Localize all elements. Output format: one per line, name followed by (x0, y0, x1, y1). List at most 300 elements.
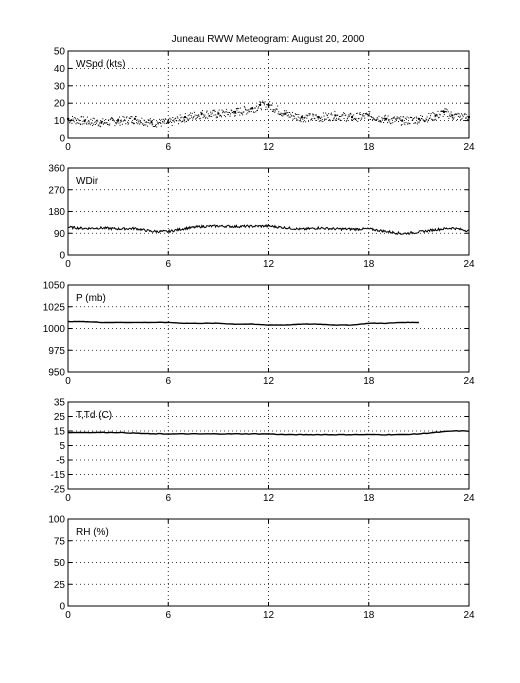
data-speck (334, 111, 335, 112)
data-speck (236, 108, 237, 109)
data-speck (396, 118, 397, 119)
data-speck (288, 115, 289, 116)
data-speck (451, 114, 452, 115)
data-speck (97, 120, 98, 121)
data-speck (203, 114, 204, 115)
data-speck (349, 114, 350, 115)
data-speck (226, 111, 227, 112)
data-speck (435, 119, 436, 120)
x-tick-label: 24 (463, 610, 475, 621)
data-speck (378, 121, 379, 122)
data-speck (116, 122, 117, 123)
data-speck (339, 116, 340, 117)
x-tick-label: 6 (165, 259, 172, 270)
data-speck (103, 124, 104, 125)
data-speck (465, 118, 466, 119)
series-line (68, 321, 419, 325)
panel-4 (51, 398, 475, 505)
data-speck (420, 119, 421, 120)
data-speck (416, 118, 417, 119)
data-speck (399, 117, 400, 118)
data-speck (184, 119, 185, 120)
data-point (443, 111, 445, 113)
data-speck (179, 120, 180, 121)
x-tick-label: 18 (363, 376, 375, 387)
data-speck (87, 117, 88, 118)
data-speck (229, 112, 230, 113)
data-speck (368, 115, 369, 116)
data-speck (283, 114, 284, 115)
data-speck (418, 118, 419, 119)
data-speck (194, 112, 195, 113)
data-speck (97, 121, 98, 122)
data-speck (286, 112, 287, 113)
data-speck (218, 113, 219, 114)
x-tick-label: 12 (262, 493, 275, 504)
data-speck (363, 113, 364, 114)
data-speck (328, 117, 329, 118)
y-tick-label: 10 (53, 116, 65, 128)
panel-label: P (mb) (76, 293, 106, 304)
data-speck (299, 120, 300, 121)
data-speck (75, 123, 76, 124)
data-speck (328, 113, 329, 114)
data-speck (450, 116, 451, 117)
data-speck (171, 122, 172, 123)
x-tick-label: 0 (65, 259, 71, 270)
data-speck (338, 118, 339, 119)
data-speck (152, 124, 153, 125)
x-tick-label: 18 (363, 493, 375, 504)
data-speck (274, 112, 275, 113)
data-speck (411, 117, 412, 118)
data-speck (98, 124, 99, 125)
data-speck (185, 113, 186, 114)
data-speck (251, 111, 252, 112)
panel-label: WDir (76, 176, 99, 187)
data-speck (121, 121, 122, 122)
data-speck (198, 114, 199, 115)
data-speck (155, 125, 156, 126)
data-speck (187, 118, 188, 119)
data-speck (354, 118, 355, 119)
data-speck (118, 119, 119, 120)
data-speck (468, 117, 469, 118)
data-speck (379, 120, 380, 121)
data-speck (137, 119, 138, 120)
data-speck (134, 123, 135, 124)
data-speck (318, 118, 319, 119)
data-speck (165, 119, 166, 120)
data-speck (466, 117, 467, 118)
y-tick-label: 1000 (42, 324, 65, 335)
data-speck (333, 118, 334, 119)
x-tick-label: 18 (363, 259, 375, 270)
data-speck (437, 115, 438, 116)
data-speck (260, 108, 261, 109)
y-tick-label: 50 (53, 558, 65, 569)
data-speck (447, 109, 448, 110)
data-speck (114, 121, 115, 122)
data-speck (325, 113, 326, 114)
data-speck (425, 120, 426, 121)
data-speck (269, 101, 270, 102)
data-speck (145, 122, 146, 123)
data-speck (230, 113, 231, 114)
data-speck (149, 120, 150, 121)
data-speck (246, 113, 247, 114)
data-speck (118, 123, 119, 124)
data-speck (106, 122, 107, 123)
data-speck (443, 110, 444, 111)
data-speck (321, 120, 322, 121)
data-speck (428, 119, 429, 120)
x-tick-label: 6 (165, 142, 172, 153)
data-speck (345, 115, 346, 116)
data-speck (275, 110, 276, 111)
data-speck (364, 118, 365, 119)
data-speck (369, 111, 370, 112)
data-speck (381, 117, 382, 118)
data-speck (235, 115, 236, 116)
data-speck (177, 116, 178, 117)
data-speck (330, 120, 331, 121)
data-speck (164, 121, 165, 122)
data-speck (426, 119, 427, 120)
data-speck (450, 114, 451, 115)
data-speck (240, 108, 241, 109)
data-speck (315, 120, 316, 121)
data-speck (327, 115, 328, 116)
data-speck (298, 117, 299, 118)
data-speck (280, 114, 281, 115)
y-tick-label: 975 (48, 345, 65, 357)
data-speck (172, 117, 173, 118)
y-tick-label: 950 (48, 367, 65, 379)
data-speck (231, 110, 232, 111)
data-speck (242, 113, 243, 114)
data-speck (206, 112, 207, 113)
data-speck (416, 116, 417, 117)
data-speck (125, 120, 126, 121)
data-speck (287, 115, 288, 116)
data-speck (425, 118, 426, 119)
data-speck (207, 118, 208, 119)
data-speck (446, 111, 447, 112)
data-speck (85, 119, 86, 120)
data-speck (140, 121, 141, 122)
data-speck (203, 117, 204, 118)
y-tick-label: 1025 (42, 302, 65, 314)
data-speck (388, 119, 389, 120)
data-speck (265, 109, 266, 110)
data-speck (147, 126, 148, 127)
data-speck (184, 121, 185, 122)
data-speck (444, 114, 445, 115)
data-speck (87, 121, 88, 122)
x-tick-label: 24 (463, 142, 475, 153)
data-speck (419, 120, 420, 121)
data-speck (189, 118, 190, 119)
data-speck (128, 124, 129, 125)
data-speck (282, 116, 283, 117)
data-speck (153, 126, 154, 127)
data-speck (445, 111, 446, 112)
data-speck (338, 119, 339, 120)
data-speck (222, 110, 223, 111)
data-speck (384, 116, 385, 117)
data-speck (173, 120, 174, 121)
data-speck (287, 112, 288, 113)
data-speck (204, 116, 205, 117)
data-speck (459, 117, 460, 118)
data-speck (235, 113, 236, 114)
data-speck (236, 109, 237, 110)
data-speck (88, 123, 89, 124)
data-speck (270, 109, 271, 110)
y-tick-label: 5 (59, 441, 65, 452)
data-speck (284, 110, 285, 111)
data-speck (77, 122, 78, 123)
data-speck (407, 124, 408, 125)
data-speck (451, 112, 452, 113)
data-speck (457, 119, 458, 120)
data-speck (261, 109, 262, 110)
data-speck (214, 110, 215, 111)
data-speck (116, 123, 117, 124)
data-speck (175, 118, 176, 119)
data-speck (94, 122, 95, 123)
data-speck (306, 115, 307, 116)
data-speck (186, 121, 187, 122)
data-speck (90, 119, 91, 120)
data-speck (467, 116, 468, 117)
data-speck (160, 122, 161, 123)
data-speck (405, 122, 406, 123)
data-speck (159, 119, 160, 120)
data-speck (193, 116, 194, 117)
y-tick-label: 50 (53, 46, 65, 58)
data-speck (122, 116, 123, 117)
data-speck (257, 110, 258, 111)
figure-title: Juneau RWW Meteogram: August 20, 2000 (171, 34, 365, 45)
data-speck (388, 116, 389, 117)
data-speck (464, 113, 465, 114)
data-speck (164, 123, 165, 124)
data-speck (429, 117, 430, 118)
data-speck (413, 118, 414, 119)
data-speck (130, 118, 131, 119)
data-speck (178, 123, 179, 124)
y-tick-label: 0 (59, 601, 65, 613)
data-speck (306, 118, 307, 119)
data-speck (191, 115, 192, 116)
data-speck (163, 119, 164, 120)
data-speck (397, 118, 398, 119)
data-speck (460, 119, 461, 120)
data-speck (70, 121, 71, 122)
data-speck (168, 120, 169, 121)
data-speck (102, 121, 103, 122)
data-speck (444, 108, 445, 109)
data-speck (436, 114, 437, 115)
data-speck (385, 115, 386, 116)
data-speck (239, 115, 240, 116)
data-speck (219, 110, 220, 111)
data-speck (95, 121, 96, 122)
data-speck (95, 124, 96, 125)
data-speck (359, 114, 360, 115)
data-speck (299, 117, 300, 118)
data-speck (304, 118, 305, 119)
data-speck (201, 113, 202, 114)
x-tick-label: 12 (262, 259, 275, 270)
data-speck (75, 118, 76, 119)
data-speck (144, 120, 145, 121)
data-speck (73, 119, 74, 120)
data-speck (239, 112, 240, 113)
y-tick-label: 75 (53, 536, 65, 548)
data-speck (346, 121, 347, 122)
data-speck (157, 121, 158, 122)
data-speck (176, 120, 177, 121)
data-speck (320, 118, 321, 119)
data-speck (400, 116, 401, 117)
y-tick-label: 0 (59, 133, 65, 145)
x-tick-label: 18 (363, 610, 375, 621)
data-speck (319, 121, 320, 122)
panel-label: WSpd (kts) (76, 59, 126, 70)
data-speck (112, 118, 113, 119)
data-speck (108, 124, 109, 125)
data-speck (138, 121, 139, 122)
data-speck (461, 113, 462, 114)
data-speck (252, 108, 253, 109)
data-speck (408, 117, 409, 118)
data-speck (125, 123, 126, 124)
data-speck (172, 125, 173, 126)
data-speck (89, 123, 90, 124)
data-speck (387, 118, 388, 119)
data-speck (434, 119, 435, 120)
data-speck (179, 119, 180, 120)
data-speck (295, 114, 296, 115)
data-speck (145, 124, 146, 125)
data-speck (340, 116, 341, 117)
data-speck (323, 113, 324, 114)
data-speck (161, 126, 162, 127)
data-speck (264, 101, 265, 102)
data-speck (313, 115, 314, 116)
data-speck (156, 126, 157, 127)
plot-frame (68, 51, 469, 138)
data-speck (171, 119, 172, 120)
data-speck (277, 106, 278, 107)
data-speck (109, 125, 110, 126)
data-speck (141, 118, 142, 119)
data-speck (168, 119, 169, 120)
data-speck (341, 115, 342, 116)
data-speck (267, 109, 268, 110)
data-speck (361, 119, 362, 120)
data-point (234, 111, 236, 113)
data-speck (323, 116, 324, 117)
data-speck (105, 119, 106, 120)
panel-label: T,Td (C) (76, 410, 113, 421)
data-point (334, 114, 336, 116)
x-tick-label: 6 (165, 493, 172, 504)
data-speck (223, 111, 224, 112)
data-speck (128, 123, 129, 124)
data-speck (84, 121, 85, 122)
data-speck (313, 114, 314, 115)
data-speck (211, 114, 212, 115)
x-tick-label: 0 (65, 142, 71, 153)
data-speck (126, 117, 127, 118)
data-speck (301, 117, 302, 118)
data-speck (303, 121, 304, 122)
data-speck (341, 120, 342, 121)
data-speck (234, 113, 235, 114)
panel-5 (48, 515, 475, 622)
y-tick-label: 360 (48, 163, 65, 175)
data-speck (266, 107, 267, 108)
data-speck (244, 107, 245, 108)
data-speck (420, 115, 421, 116)
data-speck (180, 117, 181, 118)
data-speck (466, 114, 467, 115)
x-tick-label: 24 (463, 376, 475, 387)
data-speck (169, 118, 170, 119)
data-speck (389, 119, 390, 120)
data-speck (228, 114, 229, 115)
data-speck (433, 113, 434, 114)
data-speck (120, 122, 121, 123)
data-speck (227, 112, 228, 113)
data-speck (155, 126, 156, 127)
data-speck (392, 122, 393, 123)
data-speck (173, 119, 174, 120)
data-speck (386, 119, 387, 120)
data-speck (86, 124, 87, 125)
data-speck (281, 113, 282, 114)
y-tick-label: 25 (53, 579, 65, 591)
data-speck (331, 113, 332, 114)
data-speck (305, 121, 306, 122)
data-speck (437, 111, 438, 112)
data-speck (343, 112, 344, 113)
data-speck (448, 111, 449, 112)
data-speck (91, 123, 92, 124)
data-speck (122, 124, 123, 125)
data-speck (99, 123, 100, 124)
data-speck (394, 117, 395, 118)
data-speck (272, 111, 273, 112)
data-speck (442, 111, 443, 112)
data-speck (262, 102, 263, 103)
data-speck (174, 121, 175, 122)
data-speck (317, 116, 318, 117)
data-speck (264, 104, 265, 105)
data-speck (417, 122, 418, 123)
data-speck (364, 115, 365, 116)
data-speck (321, 117, 322, 118)
data-speck (160, 123, 161, 124)
data-speck (291, 115, 292, 116)
data-speck (148, 119, 149, 120)
panel-label: RH (%) (76, 527, 109, 538)
data-speck (356, 118, 357, 119)
